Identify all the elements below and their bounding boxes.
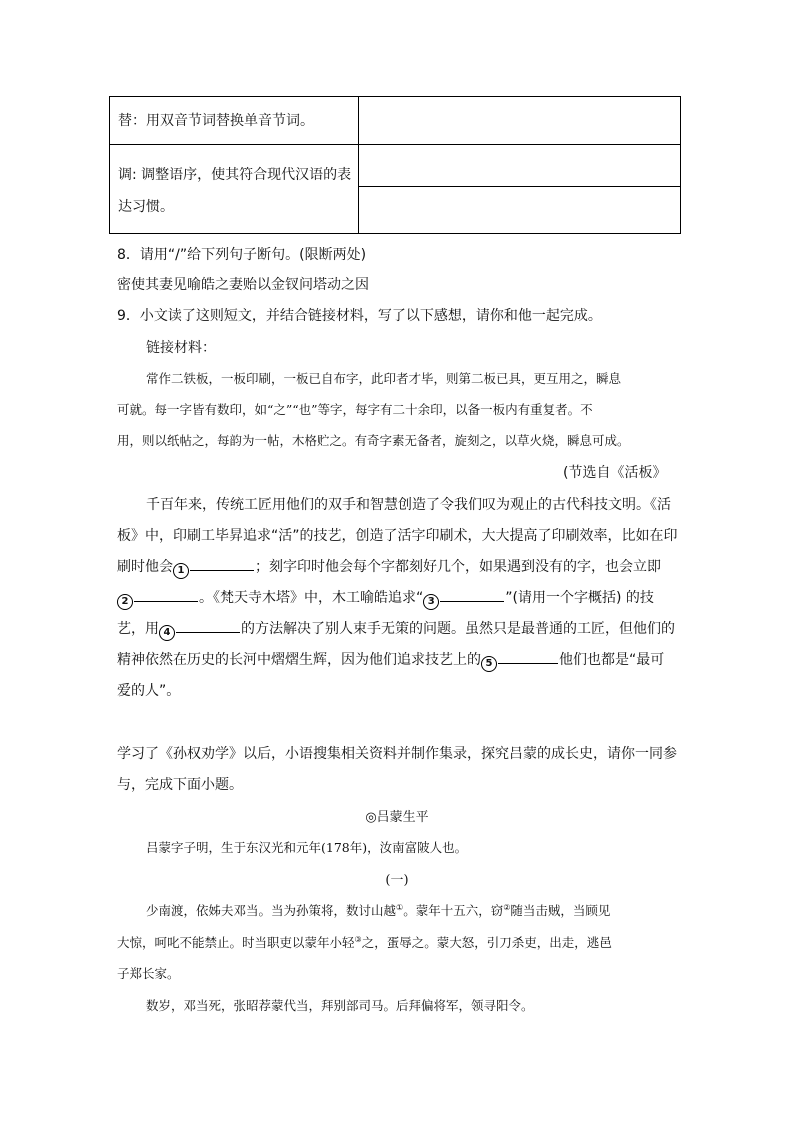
essay-text: 精神依然在历史的长河中熠熠生辉，因为他们追求技艺上的 xyxy=(117,652,481,668)
blank-4[interactable] xyxy=(176,618,240,633)
answer-table xyxy=(109,96,681,234)
blank-number-5: 5 xyxy=(481,656,497,672)
essay-line xyxy=(117,587,654,610)
bio-line: 吕蒙字子明，生于东汉光和元年(178年)，汝南富陂人也。 xyxy=(146,840,468,855)
blank-number-3: 3 xyxy=(423,594,439,610)
section-heading: ◎吕蒙生平 xyxy=(365,810,429,825)
essay-text: ”(请用一个字概括) 的技 xyxy=(505,590,654,606)
essay-line: 千百年来，传统工匠用他们的双手和智慧创造了令我们叹为观止的古代科技文明。《活 xyxy=(146,497,671,513)
passage-line xyxy=(146,901,610,919)
passage-line: 数岁，邓当死，张昭荐蒙代当，拜别部司马。后拜偏将军，领寻阳令。 xyxy=(146,998,534,1013)
question-8-prompt: 8．请用“/”给下列句子断句。(限断两处) xyxy=(117,247,367,263)
blank-1[interactable] xyxy=(190,556,254,571)
table-divider xyxy=(358,97,359,233)
passage-line: 子郑长家。 xyxy=(117,966,180,981)
essay-text: 的方法解决了别人束手无策的问题。虽然只是最普通的工匠，但他们的 xyxy=(241,621,675,637)
link-material-label: 链接材料： xyxy=(146,340,216,356)
table-cell: 调: 调整语序，使其符合现代汉语的表达习惯。 xyxy=(118,167,352,215)
table-divider xyxy=(110,144,680,145)
essay-text: 刷时他会 xyxy=(117,559,173,575)
question-9-prompt: 9．小文读了这则短文，并结合链接材料，写了以下感想，请你和他一起完成。 xyxy=(117,308,602,324)
essay-line xyxy=(117,556,661,579)
section-intro: 学习了《孙权劝学》以后，小语搜集相关资料并制作集录，探究吕蒙的成长史，请你一同参 xyxy=(117,746,677,762)
section-intro: 与，完成下面小题。 xyxy=(117,777,243,793)
blank-number-1: 1 xyxy=(173,563,189,579)
essay-line xyxy=(117,649,664,672)
footnote-marker: ③ xyxy=(354,934,362,944)
material-line: 可就。每一字皆有数印，如“之”“也”等字，每字有二十余印，以备一板内有重复者。不 xyxy=(117,402,593,417)
essay-line: 爱的人”。 xyxy=(117,683,181,699)
blank-number-4: 4 xyxy=(159,625,175,641)
footnote-marker: ① xyxy=(396,902,404,912)
passage-text: 大惊，呵叱不能禁止。时当职吏以蒙年小轻 xyxy=(117,935,355,950)
essay-line xyxy=(117,618,675,641)
essay-text: 他们也都是“最可 xyxy=(559,652,665,668)
material-source: (节选自《活板》 xyxy=(563,465,667,481)
footnote-marker: ② xyxy=(503,902,511,912)
material-line: 常作二铁板，一板印刷，一板已自布字，此印者才毕，则第二板已具，更互用之，瞬息 xyxy=(146,371,622,386)
passage-text: 之，蛋辱之。蒙大怒，引刀杀吏，出走，逃邑 xyxy=(361,935,612,950)
essay-text: 艺，用 xyxy=(117,621,159,637)
essay-line: 板》中，印刷工毕昇追求“活”的技艺，创造了活字印刷术，大大提高了印刷效率，比如在印 xyxy=(117,528,678,544)
essay-text: 。《梵天寺木塔》中，木工喻皓追求“ xyxy=(199,590,424,606)
passage-text: 。蒙年十五六，窃 xyxy=(403,903,504,918)
blank-2[interactable] xyxy=(134,587,198,602)
passage-text: 少南渡，依姊夫邓当。当为孙策将，数讨山越 xyxy=(146,903,397,918)
essay-text: ；刻字印时他会每个字都刻好几个，如果遇到没有的字，也会立即 xyxy=(255,559,661,575)
blank-3[interactable] xyxy=(440,587,504,602)
part-label: (一) xyxy=(385,873,409,888)
passage-text: 随当击贼，当顾见 xyxy=(510,903,611,918)
blank-number-2: 2 xyxy=(117,594,133,610)
table-cell: 替：用双音节词替换单音节词。 xyxy=(118,113,314,129)
passage-line xyxy=(117,933,612,951)
material-line: 用，则以纸帖之，每韵为一帖，木格贮之。有奇字素无备者，旋刻之，以草火烧，瞬息可成。 xyxy=(117,433,630,448)
question-8-sentence: 密使其妻见喻皓之妻贻以金钗问塔动之因 xyxy=(117,277,369,293)
blank-5[interactable] xyxy=(498,649,558,664)
table-divider xyxy=(358,186,680,187)
